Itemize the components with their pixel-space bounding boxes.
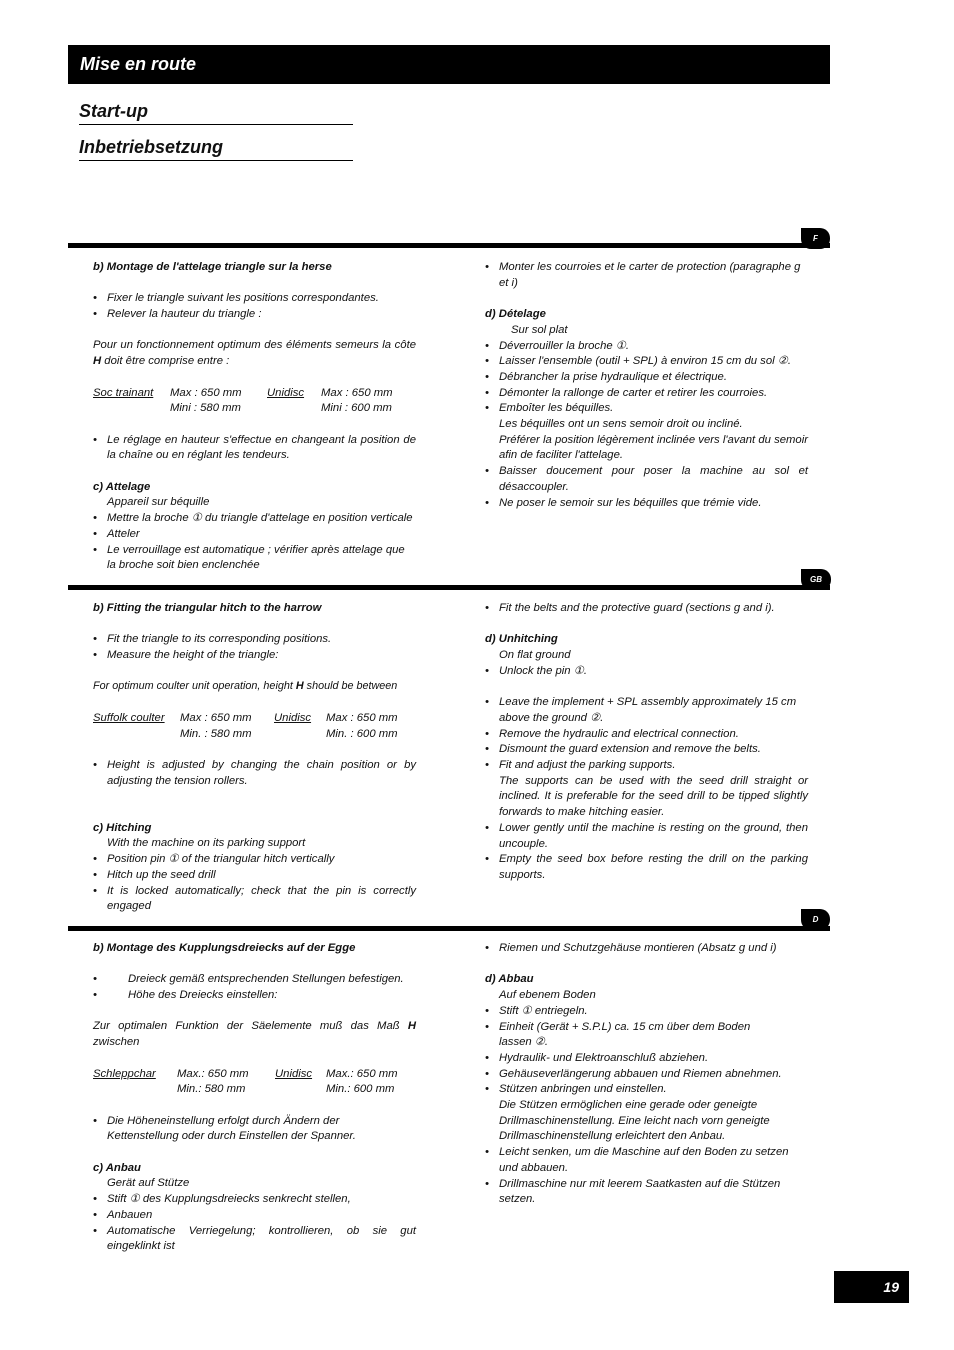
gb-height-paragraph: For optimum coulter unit operation, height H should be between bbox=[93, 680, 398, 693]
gb-d-bullet: • Remove the hydraulic and electrical connection. bbox=[485, 727, 808, 743]
fr-d-subheading: Sur sol plat bbox=[511, 323, 568, 336]
gb-heading-d: d) Unhitching bbox=[485, 633, 558, 646]
subtitle-german: Inbetriebsetzung bbox=[79, 137, 353, 161]
fr-b-bullet: • Fixer le triangle suivant les positions correspondantes. bbox=[93, 291, 416, 307]
gb-right-column bbox=[485, 601, 808, 884]
de-b-bullet: • Höhe des Dreiecks einstellen: bbox=[93, 988, 416, 1004]
fr-heading-c: c) Attelage bbox=[93, 480, 151, 493]
de-d-bullet: • Hydraulik- und Elektroanschluß abziehen. bbox=[485, 1051, 808, 1067]
gb-d-bullet: • Fit and adjust the parking supports. bbox=[485, 758, 808, 774]
fr-d-bullet: • Démonter la rallonge de carter et retirer les courroies. bbox=[485, 386, 808, 402]
de-c-bullet: • Automatische Verriegelung; kontrollieren, ob sie gut eingeklinkt ist bbox=[93, 1224, 416, 1255]
fr-c-bullet: • Atteler bbox=[93, 527, 416, 543]
fr-height-table: Soc trainant Max : 650 mm Mini : 580 mm Unidisc Max : 650 mm Mini : 600 mm bbox=[93, 386, 393, 415]
gb-c-bullet: • Position pin ① of the triangular hitch vertically bbox=[93, 852, 416, 868]
de-b-bullet: • Dreieck gemäß entsprechenden Stellungen befestigen. bbox=[93, 972, 416, 988]
fr-right-column bbox=[485, 260, 808, 511]
gb-b-bullet: • Fit the triangle to its corresponding positions. bbox=[93, 632, 416, 648]
gb-heading-c: c) Hitching bbox=[93, 821, 152, 834]
gb-left-column bbox=[93, 601, 416, 915]
de-c-subheading: Gerät auf Stütze bbox=[107, 1177, 190, 1190]
gb-c-bullet: • It is locked automatically; check that the pin is correctly engaged bbox=[93, 884, 416, 915]
fr-d-bullet: • Déverrouiller la broche ①. bbox=[485, 339, 808, 355]
section-divider-gb bbox=[68, 585, 830, 590]
gb-c-subheading: With the machine on its parking support bbox=[107, 837, 306, 850]
de-left-column bbox=[93, 941, 416, 1255]
gb-c-bullet: • Hitch up the seed drill bbox=[93, 868, 416, 884]
de-c-bullet: • Stift ① des Kupplungsdreiecks senkrecht stellen, bbox=[93, 1192, 416, 1208]
gb-d-bullet: • Dismount the guard extension and remove the belts. bbox=[485, 742, 808, 758]
gb-d-subheading: On flat ground bbox=[499, 649, 571, 662]
section-divider-fr bbox=[68, 243, 830, 248]
language-badge-gb: GB bbox=[801, 569, 831, 590]
fr-left-column bbox=[93, 260, 416, 574]
de-adjust-bullet: • Die Höheneinstellung erfolgt durch Ändern der Kettenstellung oder durch Einstellen der Spanner. bbox=[93, 1114, 416, 1145]
fr-adjust-bullet: • Le réglage en hauteur s'effectue en changeant la position de la chaîne ou en réglant les tendeurs. bbox=[93, 433, 416, 464]
de-right-column bbox=[485, 941, 808, 1208]
gb-d-bullet: • Lower gently until the machine is resting on the ground, then uncouple. bbox=[485, 821, 808, 852]
fr-c-subheading: Appareil sur béquille bbox=[107, 496, 210, 509]
gb-height-table: Suffolk coulter Max : 650 mm Min. : 580 mm Unidisc Max : 650 mm Min. : 600 mm bbox=[93, 711, 398, 740]
de-heading-b: b) Montage des Kupplungsdreiecks auf der Egge bbox=[93, 942, 356, 954]
page-title: Mise en route bbox=[80, 54, 197, 74]
language-badge-fr: F bbox=[801, 228, 830, 249]
de-d-subheading: Auf ebenem Boden bbox=[499, 989, 596, 1002]
gb-d-bullet: • Leave the implement + SPL assembly approximately 15 cm above the ground ②. bbox=[485, 695, 808, 726]
de-c-bullet: • Anbauen bbox=[93, 1208, 416, 1224]
gb-top-bullet: • Fit the belts and the protective guard (sections g and i). bbox=[485, 601, 808, 617]
language-badge-de: D bbox=[801, 909, 830, 930]
fr-c-bullet: • Le verrouillage est automatique ; vérifier après attelage que la broche soit bien enclenchée bbox=[93, 543, 416, 574]
fr-d-bullet: • Emboîter les béquilles. bbox=[485, 401, 808, 417]
gb-d-note: The supports can be used with the seed drill straight or inclined. It is preferable for the seed drill to be tipped slightly forwards to make hitching easier. bbox=[499, 774, 808, 819]
gb-d-bullet: • Unlock the pin ①. bbox=[485, 664, 808, 680]
fr-d-bullet: • Débrancher la prise hydraulique et électrique. bbox=[485, 370, 808, 386]
title-bar bbox=[68, 45, 830, 84]
de-height-paragraph: Zur optimalen Funktion der Säelemente muß das Maß H zwischen bbox=[93, 1020, 416, 1049]
de-top-bullet: • Riemen und Schutzgehäuse montieren (Absatz g und i) bbox=[485, 941, 808, 957]
de-d-note: Die Stützen ermöglichen eine gerade oder geneigte Drillmaschinenstellung. Eine leicht nach vorn geneigte Drillmaschinenstellung erleichtert den Anbau. bbox=[499, 1099, 770, 1143]
gb-d-bullet: • Empty the seed box before resting the drill on the parking supports. bbox=[485, 852, 808, 883]
de-heading-c: c) Anbau bbox=[93, 1161, 141, 1174]
subtitle-english: Start-up bbox=[79, 101, 353, 125]
de-d-bullet: • Leicht senken, um die Maschine auf den Boden zu setzen und abbauen. bbox=[485, 1145, 808, 1176]
de-d-bullet: • Einheit (Gerät + S.P.L) ca. 15 cm über dem Boden lassen ②. bbox=[485, 1020, 808, 1051]
fr-heading-d: d) Dételage bbox=[485, 308, 546, 321]
de-d-bullet: • Stützen anbringen und einstellen. bbox=[485, 1082, 808, 1098]
fr-d-bullet: • Laisser l'ensemble (outil + SPL) à environ 15 cm du sol ②. bbox=[485, 354, 808, 370]
fr-heading-b: b) Montage de l'attelage triangle sur la herse bbox=[93, 261, 332, 273]
fr-d-bullet: • Baisser doucement pour poser la machine au sol et désaccoupler. bbox=[485, 464, 808, 495]
fr-d-note: Préférer la position légèrement inclinée vers l'avant du semoir afin de faciliter l'attelage. bbox=[499, 433, 808, 462]
de-heading-d: d) Abbau bbox=[485, 973, 534, 986]
de-d-bullet: • Drillmaschine nur mit leerem Saatkasten auf die Stützen setzen. bbox=[485, 1177, 808, 1208]
gb-b-bullet: • Measure the height of the triangle: bbox=[93, 648, 416, 664]
page-number: 19 bbox=[834, 1271, 909, 1303]
fr-height-paragraph: Pour un fonctionnement optimum des éléments semeurs la côte H doit être comprise entre : bbox=[93, 339, 416, 368]
fr-top-bullet: • Monter les courroies et le carter de protection (paragraphe g et i) bbox=[485, 260, 808, 291]
gb-adjust-bullet: • Height is adjusted by changing the chain position or by adjusting the tension rollers. bbox=[93, 758, 416, 789]
fr-c-bullet: • Mettre la broche ① du triangle d'attelage en position verticale bbox=[93, 511, 416, 527]
de-d-bullet: • Gehäuseverlängerung abbauen und Riemen abnehmen. bbox=[485, 1067, 808, 1083]
fr-d-note: Les béquilles ont un sens semoir droit ou incliné. bbox=[499, 418, 743, 431]
de-height-table: Schleppchar Max.: 650 mm Min.: 580 mm Unidisc Max.: 650 mm Min.: 600 mm bbox=[93, 1067, 398, 1096]
section-divider-de bbox=[68, 926, 830, 931]
gb-heading-b: b) Fitting the triangular hitch to the harrow bbox=[93, 602, 322, 614]
fr-b-bullet: • Relever la hauteur du triangle : bbox=[93, 307, 416, 323]
de-d-bullet: • Stift ① entriegeln. bbox=[485, 1004, 808, 1020]
fr-d-bullet: • Ne poser le semoir sur les béquilles que trémie vide. bbox=[485, 496, 808, 512]
